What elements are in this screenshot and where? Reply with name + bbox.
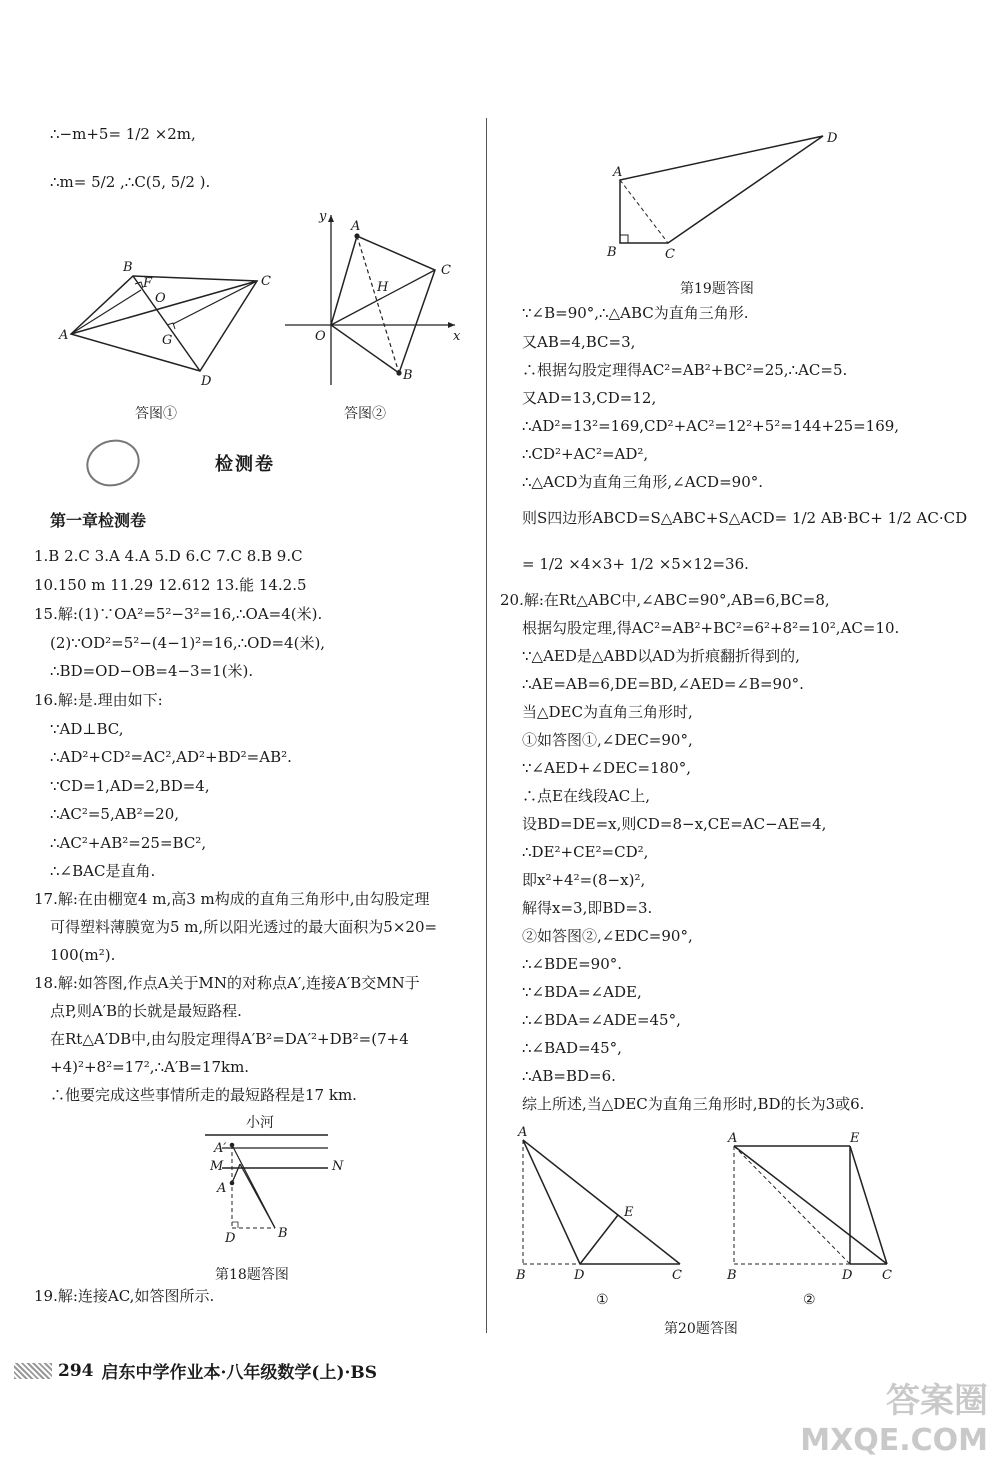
page-number: 294 — [58, 1360, 94, 1381]
answer-line-13: 17.解:在由棚宽4 m,高3 m构成的直角三角形中,由勾股定理 — [34, 890, 430, 908]
svg-text:A′: A′ — [214, 1141, 227, 1156]
question-19-line: 19.解:连接AC,如答图所示. — [34, 1287, 215, 1305]
svg-text:A: A — [351, 219, 361, 234]
watermark-line-1: 答案圈 — [886, 1381, 988, 1421]
svg-text:O: O — [155, 291, 166, 306]
right-line-23: ∴∠BDE=90°. — [522, 955, 623, 973]
right-line-2: 又AB=4,BC=3, — [522, 333, 636, 351]
right-line-7: ∴△ACD为直角三角形,∠ACD=90°. — [522, 473, 764, 491]
right-line-13: ∴AE=AB=6,DE=BD,∠AED=∠B=90°. — [522, 675, 804, 693]
book-title: 启东中学作业本·八年级数学(上)·BS — [101, 1363, 378, 1383]
section-heading: 检测卷 — [215, 454, 275, 475]
svg-text:A: A — [613, 165, 623, 180]
figure-1-caption: 答图① — [135, 406, 177, 422]
svg-text:H: H — [377, 280, 389, 295]
svg-text:B: B — [278, 1226, 288, 1241]
figure-18-caption: 第18题答图 — [215, 1267, 289, 1283]
figure-20-sub-1: ① — [596, 1292, 609, 1308]
svg-text:O: O — [315, 329, 326, 344]
figure-2-coordinate — [285, 210, 465, 390]
right-line-15: ①如答图①,∠DEC=90°, — [522, 731, 693, 749]
answer-line-4: (2)∵OD²=5²−(4−1)²=16,∴OD=4(米), — [50, 634, 326, 652]
right-line-22: ②如答图②,∠EDC=90°, — [522, 927, 693, 945]
svg-text:x: x — [453, 329, 461, 344]
figure-20-sub-2: ② — [803, 1292, 816, 1308]
top-line-2: ∴m= 5/2 ,∴C(5, 5/2 ). — [50, 173, 211, 191]
right-line-18: 设BD=DE=x,则CD=8−x,CE=AC−AE=4, — [522, 815, 827, 833]
svg-text:B: B — [516, 1268, 526, 1283]
right-line-10: 20.解:在Rt△ABC中,∠ABC=90°,AB=6,BC=8, — [500, 591, 830, 609]
right-line-3: ∴根据勾股定理得AC²=AB²+BC²=25,∴AC=5. — [522, 361, 848, 379]
answer-line-12: ∴∠BAC是直角. — [50, 862, 156, 880]
figure-1-quadrilateral — [55, 255, 270, 395]
answer-line-19: +4)²+8²=17²,∴A′B=17km. — [50, 1058, 250, 1076]
figure-20-caption: 第20题答图 — [664, 1321, 738, 1337]
figure-20-diagram-1 — [510, 1126, 700, 1286]
answer-line-18: 在Rt△A′DB中,由勾股定理得A′B²=DA′²+DB²=(7+4 — [50, 1030, 409, 1048]
svg-text:E: E — [624, 1205, 634, 1220]
stamp-logo — [80, 433, 146, 493]
right-line-6: ∴CD²+AC²=AD², — [522, 445, 649, 463]
svg-text:D: D — [574, 1268, 585, 1283]
svg-text:A: A — [217, 1181, 227, 1196]
svg-text:G: G — [162, 333, 173, 348]
svg-text:C: C — [665, 247, 675, 262]
figure-19-caption: 第19题答图 — [680, 281, 754, 297]
chapter-title: 第一章检测卷 — [50, 511, 147, 530]
answer-line-6: 16.解:是.理由如下: — [34, 691, 163, 709]
figure-20-diagram-2 — [722, 1126, 902, 1286]
column-divider — [486, 118, 487, 1333]
svg-text:D: D — [225, 1231, 236, 1246]
right-line-14: 当△DEC为直角三角形时, — [522, 703, 693, 721]
footer-pattern — [14, 1363, 52, 1379]
right-line-17: ∴点E在线段AC上, — [522, 787, 651, 805]
svg-text:A: A — [59, 328, 69, 343]
svg-text:M: M — [210, 1159, 224, 1174]
right-line-21: 解得x=3,即BD=3. — [522, 899, 653, 917]
right-line-9: = 1/2 ×4×3+ 1/2 ×5×12=36. — [522, 555, 749, 573]
right-line-11: 根据勾股定理,得AC²=AB²+BC²=6²+8²=10²,AC=10. — [522, 619, 900, 637]
answer-line-10: ∴AC²=5,AB²=20, — [50, 805, 180, 823]
svg-text:B: B — [123, 260, 133, 275]
right-line-16: ∵∠AED+∠DEC=180°, — [522, 759, 691, 777]
answer-line-2: 10.150 m 11.29 12.612 13.能 14.2.5 — [34, 576, 307, 594]
svg-text:B: B — [607, 245, 617, 260]
top-line-1: ∴−m+5= 1/2 ×2m, — [50, 125, 196, 143]
answer-line-14: 可得塑料薄膜宽为5 m,所以阳光透过的最大面积为5×20= — [50, 918, 438, 936]
right-line-5: ∴AD²=13²=169,CD²+AC²=12²+5²=144+25=169, — [522, 417, 900, 435]
right-line-19: ∴DE²+CE²=CD², — [522, 843, 649, 861]
watermark-line-2: MXQE.COM — [800, 1423, 988, 1458]
svg-text:C: C — [261, 274, 271, 289]
answer-line-11: ∴AC²+AB²=25=BC², — [50, 834, 207, 852]
svg-text:B: B — [727, 1268, 737, 1283]
answer-line-8: ∴AD²+CD²=AC²,AD²+BD²=AB². — [50, 748, 292, 766]
right-line-27: ∴AB=BD=6. — [522, 1067, 616, 1085]
svg-text:A: A — [728, 1131, 738, 1146]
svg-text:y: y — [319, 209, 327, 224]
right-line-26: ∴∠BAD=45°, — [522, 1039, 622, 1057]
svg-text:C: C — [441, 263, 451, 278]
site-watermark — [800, 1381, 988, 1461]
answer-line-1: 1.B 2.C 3.A 4.A 5.D 6.C 7.C 8.B 9.C — [34, 547, 303, 565]
right-line-24: ∵∠BDA=∠ADE, — [522, 983, 642, 1001]
figure-19-quadrilateral — [605, 128, 845, 268]
svg-text:C: C — [882, 1268, 892, 1283]
answer-line-3: 15.解:(1)∵OA²=5²−3²=16,∴OA=4(米). — [34, 605, 323, 623]
answer-line-7: ∵AD⊥BC, — [50, 720, 124, 738]
svg-text:A: A — [518, 1125, 528, 1140]
answer-line-17: 点P,则A′B的长就是最短路程. — [50, 1002, 242, 1020]
svg-text:D: D — [827, 131, 838, 146]
figure-18-river-label: 小河 — [246, 1115, 274, 1131]
answer-line-9: ∵CD=1,AD=2,BD=4, — [50, 777, 210, 795]
svg-text:F: F — [143, 276, 153, 291]
answer-line-16: 18.解:如答图,作点A关于MN的对称点A′,连接A′B交MN于 — [34, 974, 420, 992]
right-line-25: ∴∠BDA=∠ADE=45°, — [522, 1011, 681, 1029]
right-line-8: 则S四边形ABCD=S△ABC+S△ACD= 1/2 AB·BC+ 1/2 AC·CD — [522, 509, 968, 527]
right-line-1: ∵∠B=90°,∴△ABC为直角三角形. — [522, 304, 749, 322]
svg-text:D: D — [201, 374, 212, 389]
svg-text:N: N — [332, 1159, 344, 1174]
answer-line-5: ∴BD=OD−OB=4−3=1(米). — [50, 662, 254, 680]
svg-text:E: E — [850, 1131, 860, 1146]
right-line-12: ∵△AED是△ABD以AD为折痕翻折得到的, — [522, 647, 800, 665]
answer-line-20: ∴他要完成这些事情所走的最短路程是17 km. — [50, 1086, 357, 1104]
svg-text:B: B — [403, 368, 413, 383]
svg-text:D: D — [842, 1268, 853, 1283]
figure-18-river-path — [200, 1130, 350, 1250]
right-line-4: 又AD=13,CD=12, — [522, 389, 657, 407]
answer-line-15: 100(m²). — [50, 946, 116, 964]
right-line-20: 即x²+4²=(8−x)², — [522, 871, 646, 889]
right-line-28: 综上所述,当△DEC为直角三角形时,BD的长为3或6. — [522, 1095, 865, 1113]
figure-2-caption: 答图② — [344, 406, 386, 422]
svg-text:C: C — [672, 1268, 682, 1283]
page-footer — [14, 1358, 377, 1383]
